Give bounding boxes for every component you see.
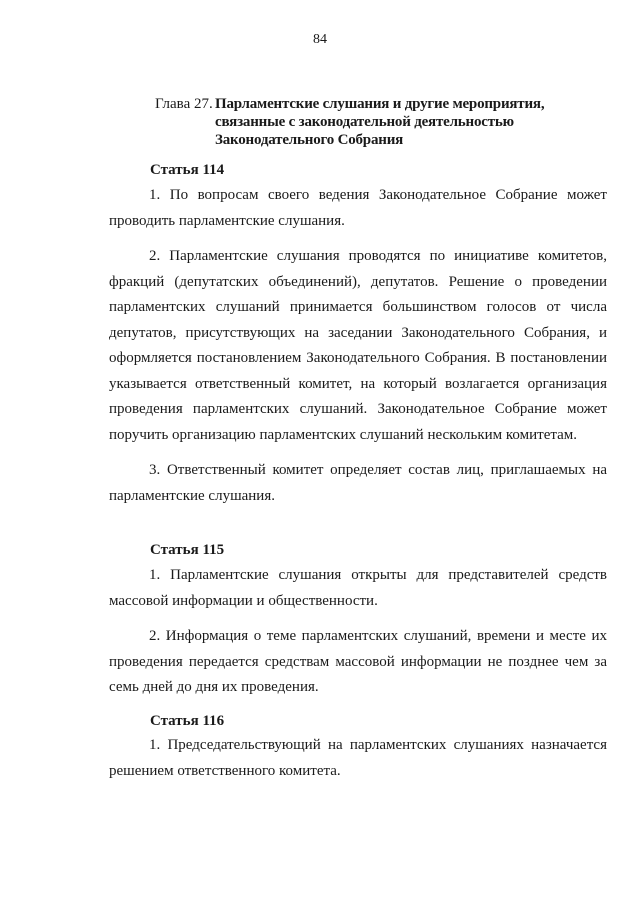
article-116-paragraph-1: 1. Председательствующий на парламентских слушаниях назначается решением ответственного комитета. bbox=[109, 737, 607, 779]
chapter-title-line: связанные с законодательной деятельностью bbox=[215, 114, 514, 130]
chapter-label: Глава 27. bbox=[155, 96, 213, 112]
article-114-body bbox=[109, 183, 607, 509]
article-114-paragraph-1: 1. По вопросам своего ведения Законодательное Собрание может проводить парламентские слушания. bbox=[109, 187, 607, 229]
chapter-title-line: Парламентские слушания и другие мероприятия, bbox=[215, 96, 545, 112]
article-114-paragraph-2: 2. Парламентские слушания проводятся по инициативе комитетов, фракций (депутатских объединений), депутатов. Решение о проведении парламентских слушаний принимается большинством голосов от числа депутатов, присутствующих на заседании Законодательного Собрания, и оформляется постановлением Законодательного Собрания. В постановлении указывается ответственный комитет, на который возлагается организация проведения парламентских слушаний. Законодательное Собрание может поручить организацию парламентских слушаний нескольким комитетам. bbox=[109, 248, 607, 443]
article-114-paragraph-3: 3. Ответственный комитет определяет состав лиц, приглашаемых на парламентские слушания. bbox=[109, 462, 607, 504]
article-115-paragraph-1: 1. Парламентские слушания открыты для представителей средств массовой информации и общественности. bbox=[109, 567, 607, 609]
article-115-body bbox=[109, 563, 607, 701]
chapter-heading bbox=[155, 95, 595, 149]
article-115-paragraph-2: 2. Информация о теме парламентских слушаний, времени и месте их проведения передается средствам массовой информации не позднее чем за семь дней до дня их проведения. bbox=[109, 628, 607, 695]
page-number: 84 bbox=[313, 32, 327, 47]
chapter-title-line: Законодательного Собрания bbox=[215, 132, 404, 148]
article-heading-114: Статья 114 bbox=[150, 162, 225, 178]
article-heading-116: Статья 116 bbox=[150, 713, 225, 729]
article-116-body bbox=[109, 733, 607, 784]
article-heading-115: Статья 115 bbox=[150, 542, 225, 558]
chapter-title bbox=[215, 95, 595, 149]
